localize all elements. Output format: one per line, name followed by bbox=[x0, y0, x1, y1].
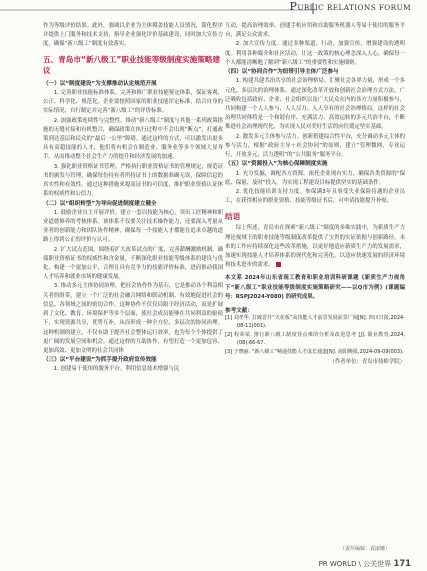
page-number: 171 bbox=[393, 558, 411, 568]
page-footer bbox=[319, 558, 411, 569]
paragraph: 3. 推动多元主体协同治理。把社会协作作为基石，它是推动各个利益相关者的组带，建立一个广泛的社会融合网络和联动机制。有效地促进社会的信息、各领域之间的密切合作。这种协作不仅仅局限于经济活动，而是扩展到了文化、教育、环境保护等多个层面，使社会成员能够在共同利益的驱使下，实现资源共享，优势互补，从而形成一种全方位、多层次的协同治理。这种机制的建立，不仅有助于提升社会整体运行效率，也为每个个体提供了更广阔的发展空间和机会。通过这样的互助协作，有望打造一个更加包容、更加高效、更加文明的社会共同体 bbox=[43, 283, 223, 354]
subsection-heading: （四）以“协同合作”为纽带引导主体广泛参与 bbox=[225, 69, 339, 76]
paragraph: 2. 加强政策连续性与完整性。推动“新八级工”制度与其他一系列政策措施的无缝对接和有机整合，确保政策在执行过程中不会出现“断点”，打通政策到达基层和民众的“最后一公里”障碍。通过这样的方式，可以激发出更多具有高超技能的人才，他们将有机会在制造业、服务业等多个领域大显身手。从而推动整个社会生产力的提升和经济发展的加速。 bbox=[43, 117, 223, 161]
subsection-heading: （一）以“制度建设”为支撑推动认定规范开展 bbox=[43, 80, 157, 87]
conclusion-paragraph: 综上所述，青岛市在探索“新八级工”制度的多维实践中，为新质生产力理论视域下的职业技能等级制度改革提供了宝贵的实证依据与创新路径。未来的工作应持续深化这些改革措施，以更好地适应新质生产力的发展需求，加速实现技能人才培养体系的现代化和完善化。以适应快速发展的经济环境和技术进步的需求。 bbox=[225, 225, 405, 269]
paragraph: 1. 完善职业技能标准体系。完善和推广职业技能鉴定体系，保证客观、公正、科学化、规范化。企业要按照国家的职业技能评定标准，结合自身的实际情况，自行制定并完善“新八级工”的评价标准。 bbox=[43, 89, 223, 115]
header-rule bbox=[0, 9, 316, 11]
paragraph: 1. 充分发掘，调配各方资源。依托企业现有实力，确保各类资源的“保底、保量、及时”投入，为实现工程建设目标提供坚实的基础条件。 bbox=[225, 170, 405, 186]
references-heading: 参考文献： bbox=[225, 308, 253, 315]
paragraph: 1. 鼓励企业自主开展评价。建立一套以技能为核心，突出工匠精神和职业道德修养的考核体系。该体系不仅要关注技术操作能力，还要深入考量从业者的创新能力和团队协作精神，确保每一个技能人才都能在追求卓越的道路上得到公正的评价与认可。 bbox=[43, 209, 223, 244]
reference-item: [2] 程荣荣. 推行新八级工制度待点难的分析及改进思考 [J]. 职业教育,2024,(08):66-67. bbox=[225, 331, 405, 347]
reference-item: [1] 刘孝华. 打破晋升“天花板”高技能人才前景发展前景广阔[N]. 四川日报,2024-08-11(001). bbox=[225, 315, 405, 330]
reference-item: [3] 于晓丽. “新八级工”畅通技能人才成长通道[N]. 南阳晚报,2024-09-09(003). bbox=[225, 348, 404, 355]
paragraph: 1. 创建易于使用的服务平台。利用信息技术增强与民 bbox=[53, 366, 180, 373]
author-affiliation: （作者单位：青岛市技师学院） bbox=[329, 359, 405, 366]
paragraph: 2. 激发多元主体参与活力。创新搭建综合性平台，充分调动多元主体的参与活力，根据“政府主导＋社会协同”的原则，建立“管理微网，专业运行，开放多元，活力透明”的“公共服务”服务平台。 bbox=[225, 133, 405, 159]
funding-note: 本文系 2024年山东省现工教育和职业培训科研课题《新质生产力视角下“新八级工”职业技能等级制度实施策略研究——以Q市为例》(课题编号：RSPJ2024-Y080) 的研究成果。 bbox=[225, 275, 405, 300]
right-column bbox=[225, 22, 405, 365]
paragraph: 3. 强化职业资格证书管理。严格执行职业资格证书的管理规定，规范证书的颁发与管理，确保每份持有者所持证书上的数据准确无误，保障信息的真实性和有效性。通过这种措施来提高证书的可信度，维护职业资格认证体系的权威性和公信力。 bbox=[43, 163, 223, 198]
paragraph: 1. 构建共建共治共享的社会治理格局。汇聚社会各界力量，形成一个多元化、多层次的治理体系。通过深化改革开放和创新社会治理方式方法，广泛吸收包括政府、企业、社会组织以及广大民众在内的各方力量积极参与，共同构建一个人人参与、人人尽力、人人享有的社会治理格局。这样的社会治理共同体将是一个和谐有序、充满活力、高效运转的多元共治平台，不断推进社会治理现代化，为实现人民对美好生活的向往奠定坚实基础。 bbox=[225, 78, 405, 131]
subsection-heading: （五）以“资源投入”为核心保障制度实施 bbox=[225, 161, 328, 168]
conclusion-heading: 结语 bbox=[225, 212, 241, 222]
section-heading: 五、青岛市“新八级工”职业技能等级制度实施策略建议 bbox=[43, 54, 221, 76]
paragraph: 2. 加大宣传力度。通过多种渠道，行动，加强宣传，增强建设的透明度。利用各种媒介和社区活动，让这一政策的核心理念深入人心，确保每一个人都能清晰地了解到“新八级工”的重要性和实施细则。 bbox=[225, 41, 405, 66]
paragraph: 2. 优化技能培训支持力度。参保满3年且事受失业保险待遇的企业员工，在获得相应的职业资格、技能等级证书后，可申请技能提升补贴。 bbox=[225, 188, 405, 205]
paragraph: 2. 扩大试点范围。围绕着扩大改革试点的广度，完善薪酬激励机制。确保职业资格证书的权威性和含金量，不断深化职业技能等级体系的建设与优化。构建一个更加公平、合理且具有竞争力的技能评价标准，进而推动我国人才培养和就业市场的健康发展。 bbox=[43, 246, 223, 281]
left-column bbox=[43, 22, 223, 375]
subsection-heading: （三）以“平台建设”为抓手提升政府宣传效能 bbox=[43, 357, 157, 364]
footer-brand: PR WORLD \ 公关世界 bbox=[318, 560, 392, 568]
editor-note: （责任编辑：袁丽娜） bbox=[340, 546, 391, 552]
paragraph: 作为等级评价结果。此外，强调以企业为主体摸盖技能人员情况，简化程序并提供上门服务和技术支持，指导企业强化评价基础建设，同时加大宣传力度，确保“新八级工”制度有效落实。 bbox=[43, 23, 223, 48]
paragraph: 互动，提高治理效率，创建手机应用和自助服务机器人等易于使用的服务平台，满足公众需求。 bbox=[225, 23, 405, 39]
end-mark-icon bbox=[276, 262, 281, 267]
subsection-heading: （二）以“组织转型”为导向促进制度建立健全 bbox=[43, 200, 157, 207]
journal-name: PUBLIC RELATIONS FORUM bbox=[289, 0, 411, 13]
